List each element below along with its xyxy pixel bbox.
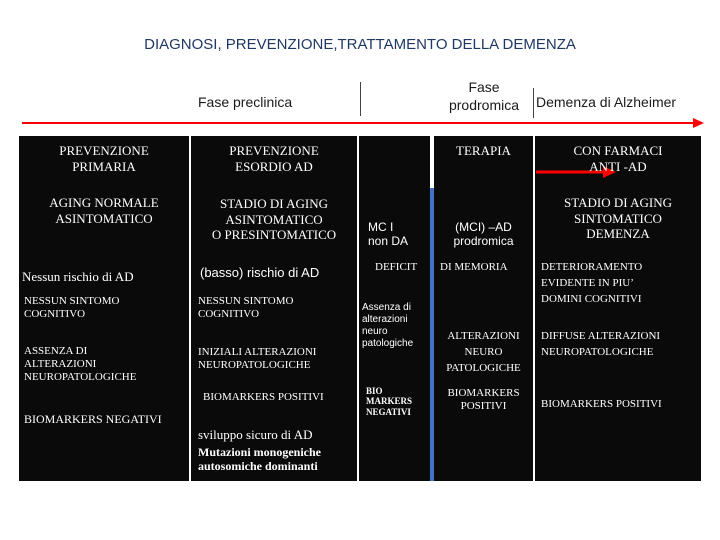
col2-header-line2: ESORDIO AD: [235, 158, 313, 174]
col1-symptoms-line2: COGNITIVO: [24, 308, 86, 321]
page-title: DIAGNOSI, PREVENZIONE,TRATTAMENTO DELLA DEMENZA: [144, 36, 576, 53]
col5-deterioration-line2: EVIDENTE IN PIU’: [541, 276, 634, 289]
col1-symptoms-line1: NESSUN SINTOMO: [24, 295, 120, 307]
col4-biomarkers-line1: BIOMARKERS: [447, 387, 520, 399]
phase-divider-1: [360, 82, 361, 116]
phase-prodromal-label: [440, 78, 528, 114]
col2-certain: sviluppo sicuro di AD: [198, 427, 313, 442]
col2-biomarkers: BIOMARKERS POSITIVI: [203, 391, 324, 403]
col3-absence-line2: alterazioni: [362, 314, 408, 325]
col2-mutation: [198, 446, 321, 474]
col4-header: TERAPIA: [456, 143, 511, 158]
col4-stage: [434, 220, 533, 249]
col5-deterioration-line3: DOMINI COGNITIVI: [541, 292, 642, 305]
col2-header: [191, 143, 357, 174]
col3-bio-line1: BIO: [366, 386, 383, 396]
col1-pathology: [24, 345, 136, 385]
col5-stage-line1: STADIO DI AGING: [563, 195, 672, 210]
col3-absence: [362, 302, 413, 350]
col4-biomarkers: [434, 387, 533, 413]
col3-stage-line1: MC I: [368, 220, 394, 234]
col2-stage-line2: ASINTOMATICO: [225, 211, 323, 227]
col2-header-line1: PREVENZIONE: [229, 143, 319, 158]
col5-pathology-line1: DIFFUSE ALTERAZIONI: [541, 330, 661, 342]
col5-pathology-line2: NEUROPATOLOGICHE: [541, 345, 654, 358]
col4-pathology: [434, 329, 533, 377]
col3-stage-line2: non DA: [368, 234, 409, 249]
col4-stage-line2: prodromica: [453, 234, 514, 249]
col2-pathology-line1: INIZIALI ALTERAZIONI: [198, 346, 317, 358]
col5-deterioration: [541, 260, 642, 308]
col5-stage-line2: SINTOMATICO: [574, 210, 662, 226]
col2-mutation-line2: autosomiche dominanti: [198, 458, 318, 473]
col1-pathology-line2: ALTERAZIONI: [24, 358, 97, 371]
col2-stage: [191, 196, 357, 243]
col5-pathology: [541, 329, 660, 361]
col1-symptoms: [24, 295, 119, 321]
col5-deterioration-line1: DETERIORAMENTO: [541, 261, 643, 273]
col2-risk: (basso) rischio di AD: [200, 265, 320, 280]
phase-prodromal-line2: prodromica: [448, 97, 520, 113]
col1-risk: Nessun rischio di AD: [22, 269, 134, 284]
col1-pathology-line3: NEUROPATOLOGICHE: [24, 371, 137, 384]
col5-stage-line3: DEMENZA: [586, 226, 650, 242]
col1-header: [19, 143, 189, 174]
col2-stage-line1: STADIO DI AGING: [219, 196, 328, 211]
col5-header-line2: ANTI -AD: [589, 158, 647, 174]
col3-stage: [368, 220, 408, 249]
col3-bio-line3: NEGATIVI: [366, 406, 411, 417]
col2-mutation-line1: Mutazioni monogeniche: [198, 445, 321, 459]
timeline-arrow: [0, 114, 720, 134]
phase-alzheimer-label: Demenza di Alzheimer: [536, 94, 677, 110]
col2-symptoms-line1: NESSUN SINTOMO: [198, 295, 294, 307]
col2-pathology: [198, 346, 316, 372]
col4-pathology-line1: ALTERAZIONI: [447, 330, 520, 342]
col4-pathology-line3: PATOLOGICHE: [446, 361, 521, 374]
col1-header-line1: PREVENZIONE: [59, 143, 149, 158]
col1-stage-line2: ASINTOMATICO: [55, 210, 153, 226]
col2-symptoms-line2: COGNITIVO: [198, 308, 260, 321]
phase-prodromal-line1: Fase: [468, 79, 500, 95]
col3-biomarkers: [366, 386, 412, 417]
col4-stage-line1: (MCI) –AD: [455, 220, 512, 234]
col1-biomarkers: BIOMARKERS NEGATIVI: [24, 412, 162, 426]
col2-pathology-line2: NEUROPATOLOGICHE: [198, 359, 311, 372]
panel-col5: [535, 136, 701, 481]
col3-absence-line3: neuro: [362, 326, 388, 337]
col3-deficit: DEFICIT: [375, 261, 418, 273]
col3-absence-line4: patologiche: [362, 338, 414, 349]
col5-stage: [535, 195, 701, 242]
timeline-arrowhead: [693, 118, 704, 128]
col4-biomarkers-line2: POSITIVI: [460, 400, 507, 413]
col1-header-line2: PRIMARIA: [72, 158, 136, 174]
col4-memory: DI MEMORIA: [440, 261, 508, 273]
phase-preclinical-label: Fase preclinica: [198, 94, 293, 110]
col2-symptoms: [198, 295, 293, 321]
col1-pathology-line1: ASSENZA DI: [24, 345, 88, 357]
col2-stage-line3: O PRESINTOMATICO: [211, 227, 337, 243]
col5-header-line1: CON FARMACI: [573, 143, 663, 158]
col1-stage: [19, 195, 189, 226]
col3-bio-line2: MARKERS: [366, 396, 413, 407]
panel-col4: [434, 136, 533, 481]
col1-stage-line1: AGING NORMALE: [49, 195, 159, 210]
col5-biomarkers: BIOMARKERS POSITIVI: [541, 398, 662, 410]
col4-pathology-line2: NEURO: [464, 345, 503, 358]
col3-absence-line1: Assenza di: [362, 302, 411, 313]
col5-header: [535, 143, 701, 174]
